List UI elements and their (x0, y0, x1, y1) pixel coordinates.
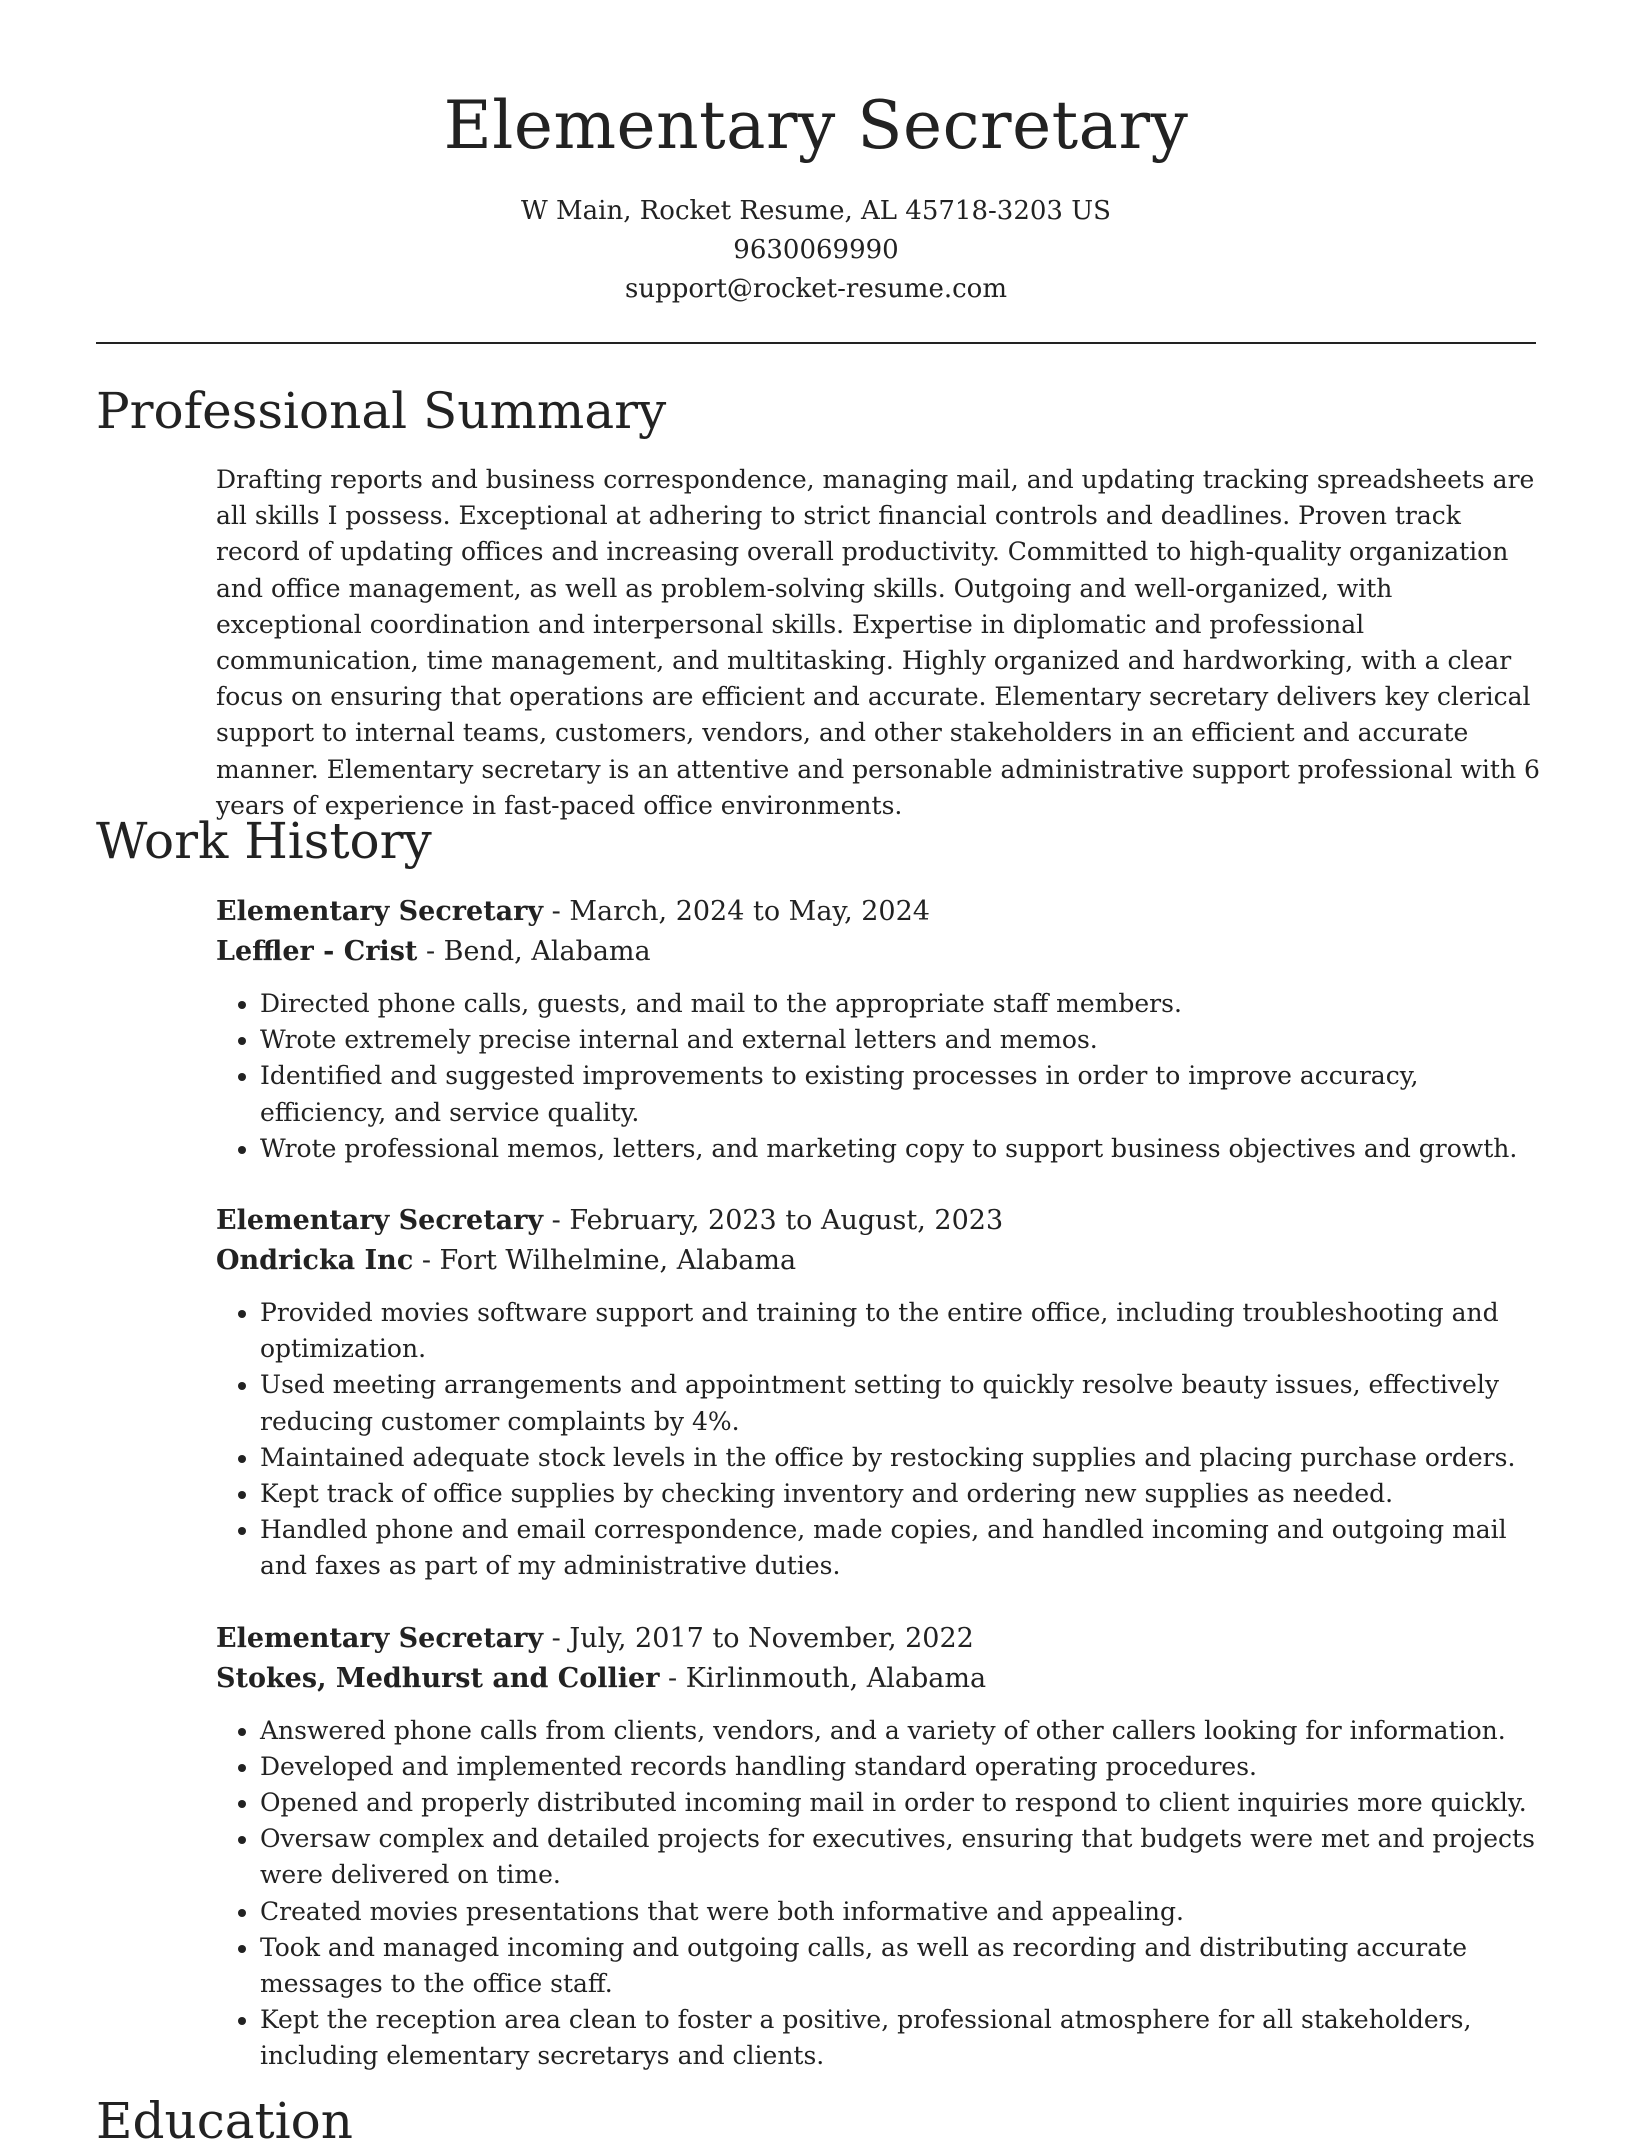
job-bullet: • Wrote extremely precise internal and external letters and memos. (260, 1022, 1540, 1058)
resume-header (0, 84, 1632, 309)
summary-heading: Professional Summary (96, 382, 667, 440)
job-bullets (216, 1713, 1540, 2075)
job-company: Leffler - Crist (216, 936, 418, 967)
job-bullet: • Provided movies software support and training to the entire office, including troubleshooting and optimization. (260, 1295, 1540, 1367)
job-title: Elementary Secretary (216, 1205, 544, 1237)
job-dates: - February, 2023 to August, 2023 (543, 1205, 1004, 1237)
job-bullet: • Kept the reception area clean to foster a positive, professional atmosphere for all stakeholders, including elementary secretarys and clients. (260, 2002, 1540, 2074)
job-location: - Fort Wilhelmine, Alabama (413, 1245, 797, 1277)
job-entry (216, 1201, 1540, 1585)
work-history-section (216, 892, 1540, 2109)
contact-address: W Main, Rocket Resume, AL 45718-3203 US (521, 196, 1111, 226)
job-bullet: • Opened and properly distributed incoming mail in order to respond to client inquiries more quickly. (260, 1785, 1540, 1821)
candidate-name: Elementary Secretary (443, 87, 1189, 164)
job-dates: - March, 2024 to May, 2024 (543, 896, 930, 927)
job-dates: - July, 2017 to November, 2022 (543, 1622, 974, 1654)
job-bullet: • Oversaw complex and detailed projects for executives, ensuring that budgets were met and projects were delivered on time. (260, 1821, 1540, 1893)
job-entry (216, 892, 1540, 1167)
job-title-line (216, 1201, 1540, 1241)
job-bullet: • Developed and implemented records handling standard operating procedures. (260, 1749, 1540, 1785)
job-bullet: • Maintained adequate stock levels in the office by restocking supplies and placing purchase orders. (260, 1440, 1540, 1476)
contact-email: support@rocket-resume.com (624, 274, 1007, 304)
contact-phone: 9630069990 (733, 235, 899, 265)
job-bullet: • Created movies presentations that were both informative and appealing. (260, 1894, 1540, 1930)
contact-info (0, 192, 1632, 309)
summary-text: Drafting reports and business correspondence, managing mail, and updating tracking spreadsheets are all skills I possess. Exceptional at adhering to strict financial controls and deadlines. Proven track record of updating offices and increasing overall productivity. Committed to high-quality organization and office management, as well as problem-solving skills. Outgoing and well-organized, with exceptional coordination and interpersonal skills. Expertise in diplomatic and professional communication, time management, and multitasking. Highly organized and hardworking, with a clear focus on ensuring that operations are efficient and accurate. Elementary secretary delivers key clerical support to internal teams, customers, vendors, and other stakeholders in an efficient and accurate manner. Elementary secretary is an attentive and personable administrative support professional with 6 years of experience in fast-paced office environments. (216, 465, 1540, 820)
job-company-line (216, 1241, 1540, 1281)
job-company: Ondricka Inc (216, 1245, 414, 1277)
job-entry (216, 1619, 1540, 2075)
summary-section (216, 462, 1540, 824)
job-bullet: • Wrote professional memos, letters, and marketing copy to support business objectives and growth. (260, 1131, 1540, 1167)
job-location: - Kirlinmouth, Alabama (659, 1662, 987, 1694)
job-bullet: • Answered phone calls from clients, vendors, and a variety of other callers looking for information. (260, 1713, 1540, 1749)
job-bullets (216, 1295, 1540, 1585)
job-title-line (216, 1619, 1540, 1659)
job-location: - Bend, Alabama (417, 936, 651, 967)
job-bullet: • Directed phone calls, guests, and mail to the appropriate staff members. (260, 986, 1540, 1022)
job-title-line (216, 892, 1540, 932)
job-company-line (216, 1659, 1540, 1699)
work-history-heading: Work History (96, 812, 432, 870)
job-bullets (216, 986, 1540, 1167)
job-bullet: • Used meeting arrangements and appointment setting to quickly resolve beauty issues, effectively reducing customer complaints by 4%. (260, 1367, 1540, 1439)
job-title: Elementary Secretary (216, 1622, 544, 1654)
education-heading: Education (96, 2092, 353, 2150)
job-bullet: • Kept track of office supplies by checking inventory and ordering new supplies as needed. (260, 1476, 1540, 1512)
header-divider (96, 342, 1536, 344)
job-company-line (216, 932, 1540, 972)
job-title: Elementary Secretary (216, 896, 544, 927)
job-bullet: • Handled phone and email correspondence, made copies, and handled incoming and outgoing mail and faxes as part of my administrative duties. (260, 1512, 1540, 1584)
job-bullet: • Took and managed incoming and outgoing calls, as well as recording and distributing accurate messages to the office staff. (260, 1930, 1540, 2002)
job-bullet: • Identified and suggested improvements to existing processes in order to improve accuracy, efficiency, and service quality. (260, 1058, 1540, 1130)
job-company: Stokes, Medhurst and Collier (216, 1662, 660, 1694)
